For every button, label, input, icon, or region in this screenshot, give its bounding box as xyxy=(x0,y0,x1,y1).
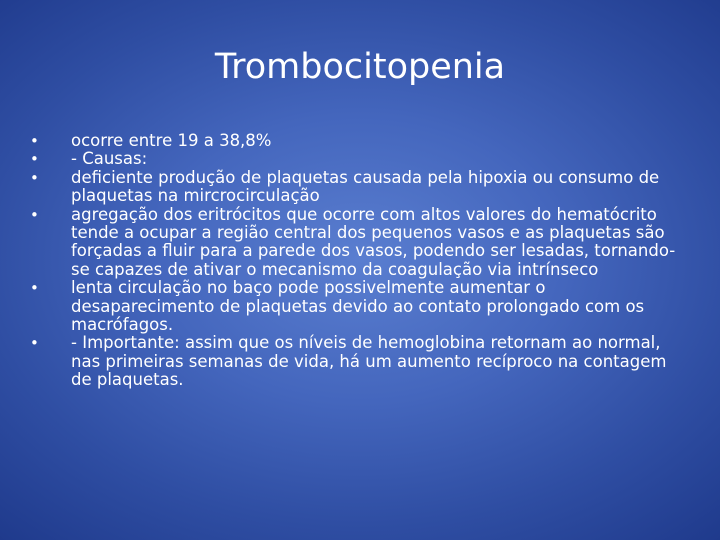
list-item-text: - Causas: xyxy=(71,149,148,169)
bullet-icon: • xyxy=(30,334,39,353)
bullet-icon: • xyxy=(30,168,39,187)
bullet-list xyxy=(30,132,690,390)
bullet-icon: • xyxy=(30,150,39,169)
list-item xyxy=(30,132,690,150)
list-item xyxy=(30,279,690,334)
bullet-icon: • xyxy=(30,279,39,298)
bullet-icon: • xyxy=(30,132,39,150)
list-item xyxy=(30,169,690,206)
list-item-text: agregação dos eritrócitos que ocorre com altos valores do hematócrito tende a ocupar a região central dos pequenos vasos e as plaquetas são forçadas a fluir para a parede dos vasos, podendo ser lesadas, tornando-se capazes de ativar o mecanismo da coagulação via intrínseco xyxy=(71,204,676,279)
list-item xyxy=(30,150,690,168)
bullet-icon: • xyxy=(30,205,39,224)
list-item-text: deficiente produção de plaquetas causada pela hipoxia ou consumo de plaquetas na mircrocirculação xyxy=(71,167,660,206)
list-item-text: ocorre entre 19 a 38,8% xyxy=(71,131,272,150)
list-item xyxy=(30,206,690,280)
list-item-text: lenta circulação no baço pode possivelmente aumentar o desaparecimento de plaquetas devido ao contato prolongado com os macrófagos. xyxy=(71,278,645,335)
list-item-text: - Importante: assim que os níveis de hemoglobina retornam ao normal, nas primeiras semanas de vida, há um aumento recíproco na contagem de plaquetas. xyxy=(71,333,667,390)
slide-title: Trombocitopenia xyxy=(214,47,506,87)
list-item xyxy=(30,334,690,389)
